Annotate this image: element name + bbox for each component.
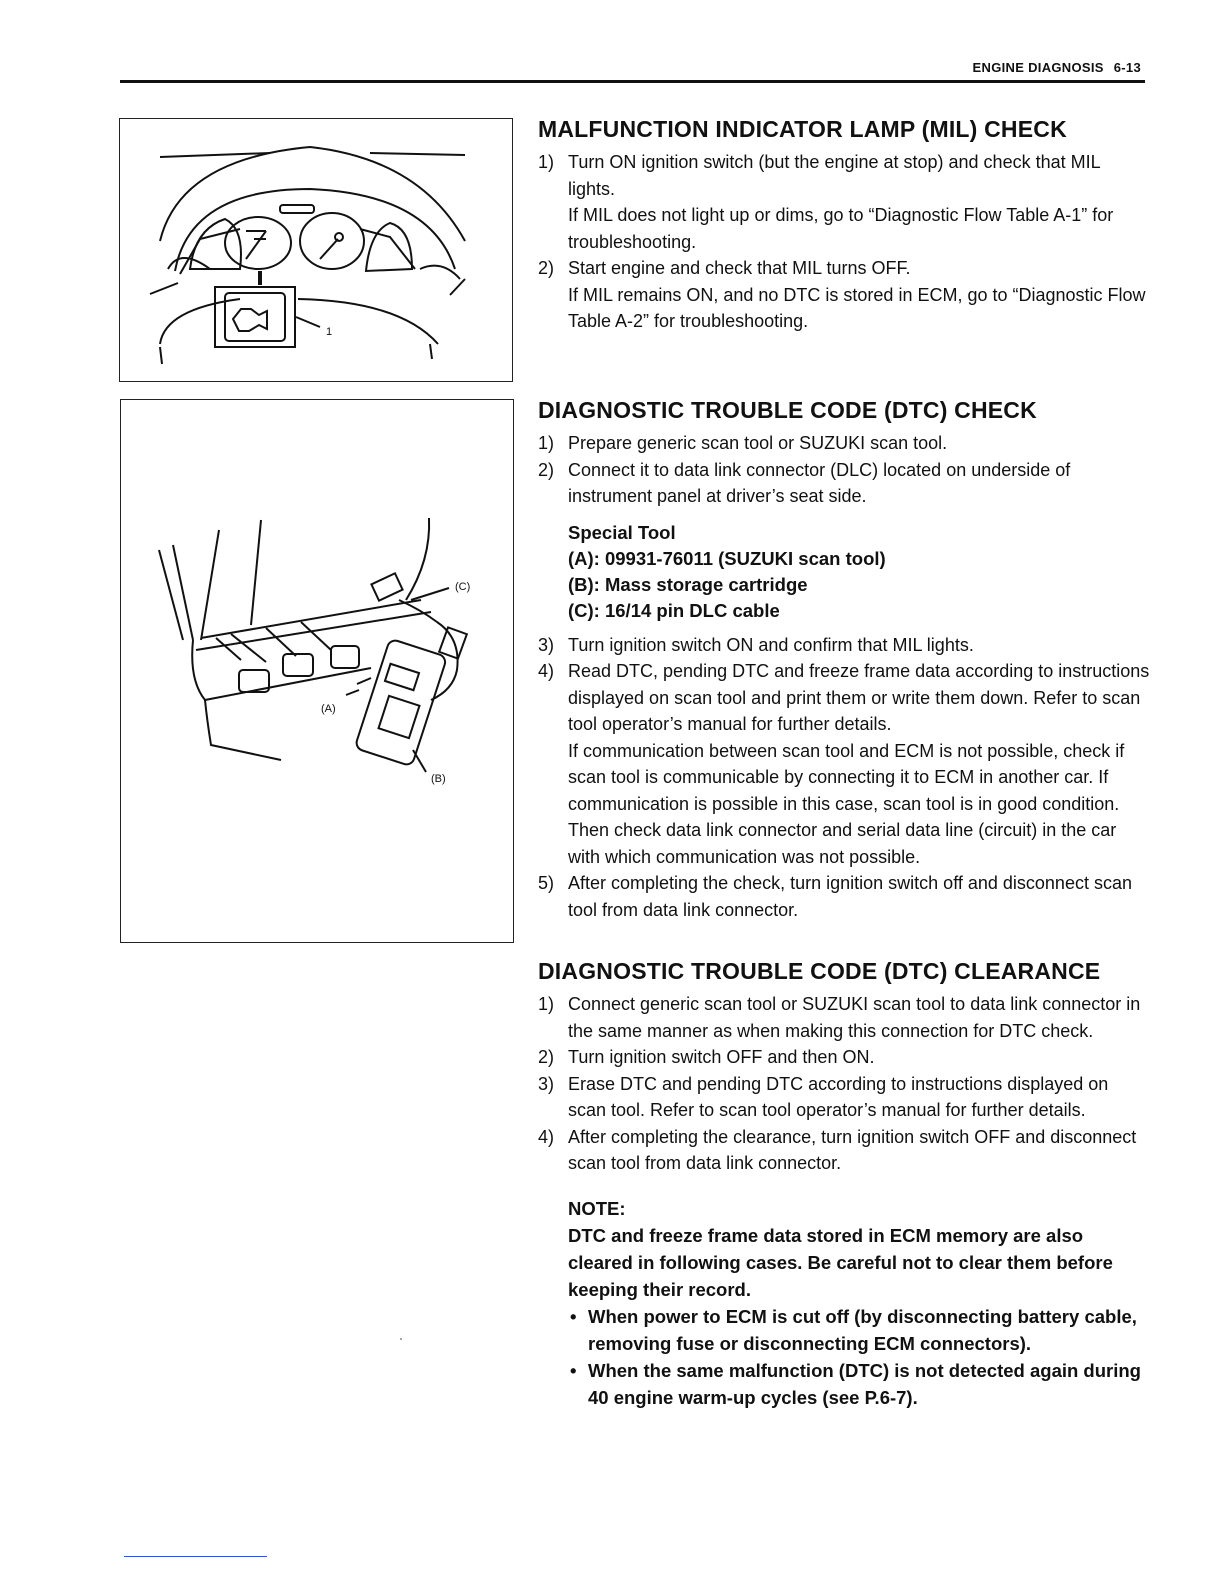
dtc-clearance-title: DIAGNOSTIC TROUBLE CODE (DTC) CLEARANCE <box>538 958 1101 984</box>
step-text: Turn ignition switch ON and confirm that MIL lights. <box>568 634 974 655</box>
scan-speck <box>400 1338 402 1340</box>
note-bullet-1: • When power to ECM is cut off (by disconnecting battery cable, removing fuse or disconnecting ECM connectors). <box>568 1303 1150 1357</box>
dtc-clear-step-3 <box>538 1071 1150 1124</box>
callout-1-label: 1 <box>326 326 333 338</box>
dtc-clear-step-2 <box>538 1044 1150 1071</box>
mil-step-2 <box>538 255 1150 335</box>
step-number: 2) <box>538 1047 555 1067</box>
section-dtc-check <box>538 397 1150 923</box>
step-text: Prepare generic scan tool or SUZUKI scan tool. <box>568 433 948 453</box>
dtc-check-step-4 <box>538 658 1150 870</box>
step-text: Connect it to data link connector (DLC) located on underside of instrument panel at driver’s seat side. <box>568 459 1071 506</box>
page-header <box>120 58 1145 83</box>
note-text: DTC and freeze frame data stored in ECM memory are also cleared in following cases. Be careful not to clear them before keeping their record. <box>568 1224 1113 1300</box>
callout-b-label: (B) <box>431 773 446 785</box>
special-tool-block <box>538 520 1150 624</box>
step-number: 2) <box>538 258 555 278</box>
step-number: 3) <box>538 634 555 655</box>
step-number: 1) <box>538 994 555 1014</box>
scan-tool-illustration <box>121 400 513 942</box>
page-number: 6-13 <box>1113 60 1141 75</box>
step-text: Turn ignition switch OFF and then ON. <box>568 1047 875 1067</box>
dtc-check-title: DIAGNOSTIC TROUBLE CODE (DTC) CHECK <box>538 397 1037 423</box>
note-block <box>538 1195 1150 1411</box>
step-text: After completing the check, turn ignition switch off and disconnect scan tool from data link connector. <box>568 873 1132 920</box>
step-number: 2) <box>538 459 555 480</box>
step-text: After completing the clearance, turn ignition switch OFF and disconnect scan tool from data link connector. <box>568 1126 1137 1173</box>
step-text: If MIL remains ON, and no DTC is stored in ECM, go to “Diagnostic Flow Table A-2” for troubleshooting. <box>568 284 1146 331</box>
step-text: Erase DTC and pending DTC according to instructions displayed on scan tool. Refer to scan tool operator’s manual for further details. <box>568 1073 1109 1120</box>
step-number: 1) <box>538 433 555 453</box>
step-number: 5) <box>538 873 555 893</box>
special-tool-b: (B): Mass storage cartridge <box>568 573 808 595</box>
instrument-cluster-illustration <box>120 119 512 381</box>
step-text: Turn ON ignition switch (but the engine at stop) and check that MIL lights. <box>568 152 1100 199</box>
mil-step-1 <box>538 149 1150 255</box>
step-text: If MIL does not light up or dims, go to “Diagnostic Flow Table A-1” for troubleshooting. <box>568 205 1114 252</box>
callout-a-label: (A) <box>321 703 336 715</box>
special-tool-heading: Special Tool <box>568 521 676 543</box>
footer-rule <box>124 1556 267 1557</box>
figure-scan-tool-connection <box>120 399 514 943</box>
dtc-check-step-3 <box>538 632 1150 659</box>
header-text <box>963 60 1141 75</box>
dtc-clear-step-4 <box>538 1124 1150 1177</box>
dtc-check-step-5 <box>538 870 1150 923</box>
dtc-clear-step-1 <box>538 991 1150 1044</box>
step-text: Start engine and check that MIL turns OFF. <box>568 258 911 278</box>
special-tool-c: (C): 16/14 pin DLC cable <box>568 599 780 621</box>
step-number: 1) <box>538 152 555 172</box>
step-text: Read DTC, pending DTC and freeze frame data according to instructions displayed on scan tool and print them or write them down. Refer to scan tool operator’s manual for further details. <box>568 661 1150 734</box>
step-number: 4) <box>538 661 555 681</box>
dtc-check-step-1 <box>538 430 1150 457</box>
step-text: Connect generic scan tool or SUZUKI scan tool to data link connector in the same manner as when making this connection for DTC check. <box>568 994 1141 1041</box>
special-tool-a: (A): 09931-76011 (SUZUKI scan tool) <box>568 547 886 569</box>
note-heading: NOTE: <box>568 1197 626 1219</box>
callout-c-label: (C) <box>455 581 471 593</box>
step-number: 3) <box>538 1073 555 1094</box>
note-bullet-2: • When the same malfunction (DTC) is not detected again during 40 engine warm-up cycles (see P.6-7). <box>568 1357 1150 1411</box>
section-title: ENGINE DIAGNOSIS <box>972 60 1104 75</box>
step-number: 4) <box>538 1126 555 1147</box>
figure-mil-instrument-cluster <box>119 118 513 382</box>
mil-check-title: MALFUNCTION INDICATOR LAMP (MIL) CHECK <box>538 116 1067 142</box>
section-dtc-clearance <box>538 958 1150 1411</box>
step-text: If communication between scan tool and ECM is not possible, check if scan tool is communicable by connecting it to ECM in another car. If communication is possible in this case, scan tool is in good condition. Then check data link connector and serial data line (circuit) in the car with which communication was not possible. <box>568 740 1125 867</box>
dtc-check-step-2 <box>538 457 1150 510</box>
section-mil-check <box>538 116 1150 335</box>
